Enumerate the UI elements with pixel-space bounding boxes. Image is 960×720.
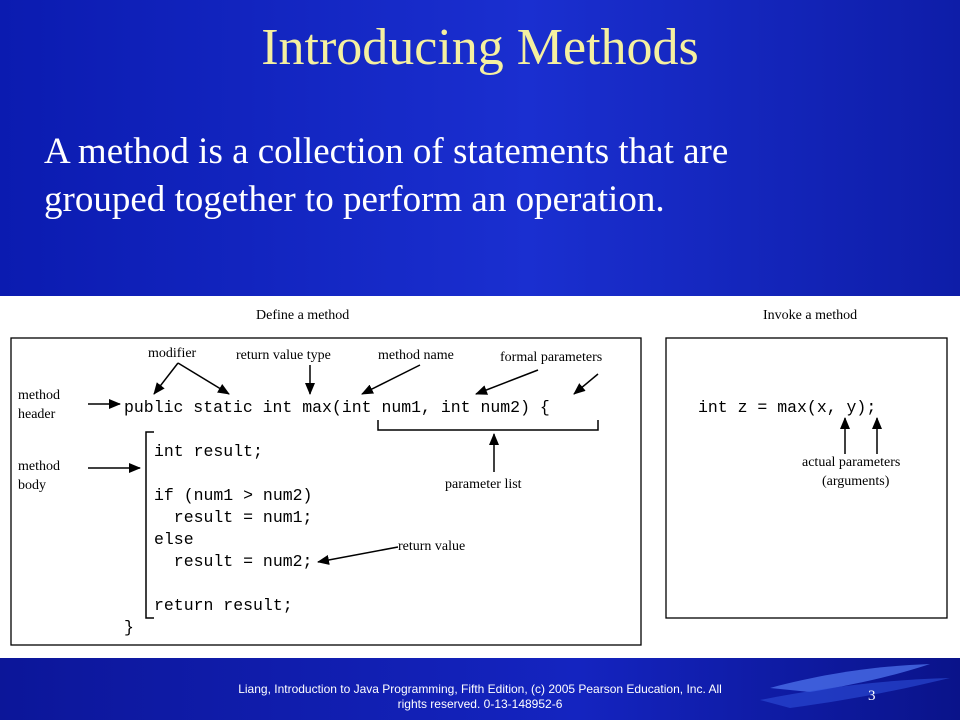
return-value-label: return value	[398, 539, 466, 554]
footer-line-2: rights reserved. 0-13-148952-6	[397, 697, 563, 711]
formal-parameters-label: formal parameters	[500, 350, 603, 365]
slide-footer	[0, 658, 960, 720]
invoke-method-box	[666, 338, 947, 618]
actual-parameters-label: actual parameters	[802, 455, 901, 470]
code-line-1: int result;	[154, 442, 263, 461]
code-line-4: else	[154, 530, 194, 549]
define-method-heading: Define a method	[256, 308, 350, 323]
diagram-drawing	[0, 296, 960, 658]
method-name-label: method name	[378, 348, 454, 363]
method-body-label-1: method	[18, 459, 60, 474]
parameter-list-label: parameter list	[445, 477, 522, 492]
method-header-label-2: header	[18, 407, 56, 422]
code-method-header: public static int max(int num1, int num2) {	[124, 398, 550, 417]
code-line-5: result = num2;	[154, 552, 313, 571]
define-method-box	[11, 338, 641, 645]
code-line-6: return result;	[154, 596, 293, 615]
invoke-method-heading: Invoke a method	[763, 308, 858, 323]
code-closing-brace: }	[124, 618, 134, 637]
page-number: 3	[868, 688, 876, 704]
slide-title: Introducing Methods	[261, 19, 699, 76]
footer-line-1: Liang, Introduction to Java Programming, Fifth Edition, (c) 2005 Pearson Education, Inc. All	[238, 682, 722, 696]
arguments-label: (arguments)	[822, 474, 890, 489]
footer-copyright	[180, 682, 780, 712]
slide-body-text	[44, 128, 924, 224]
code-line-2: if (num1 > num2)	[154, 486, 313, 505]
modifier-label: modifier	[148, 346, 197, 361]
method-body-label-2: body	[18, 478, 46, 493]
parameter-list-bracket	[378, 420, 598, 430]
method-body-bracket	[146, 432, 154, 618]
body-line-1: A method is a collection of statements that are	[44, 131, 729, 172]
diagram-arrows	[88, 363, 877, 562]
body-line-2: grouped together to perform an operation.	[44, 179, 665, 220]
return-value-type-label: return value type	[236, 348, 331, 363]
code-invoke-statement: int z = max(x, y);	[698, 398, 877, 417]
method-header-label-1: method	[18, 388, 60, 403]
method-diagram	[0, 296, 960, 658]
code-line-3: result = num1;	[154, 508, 313, 527]
